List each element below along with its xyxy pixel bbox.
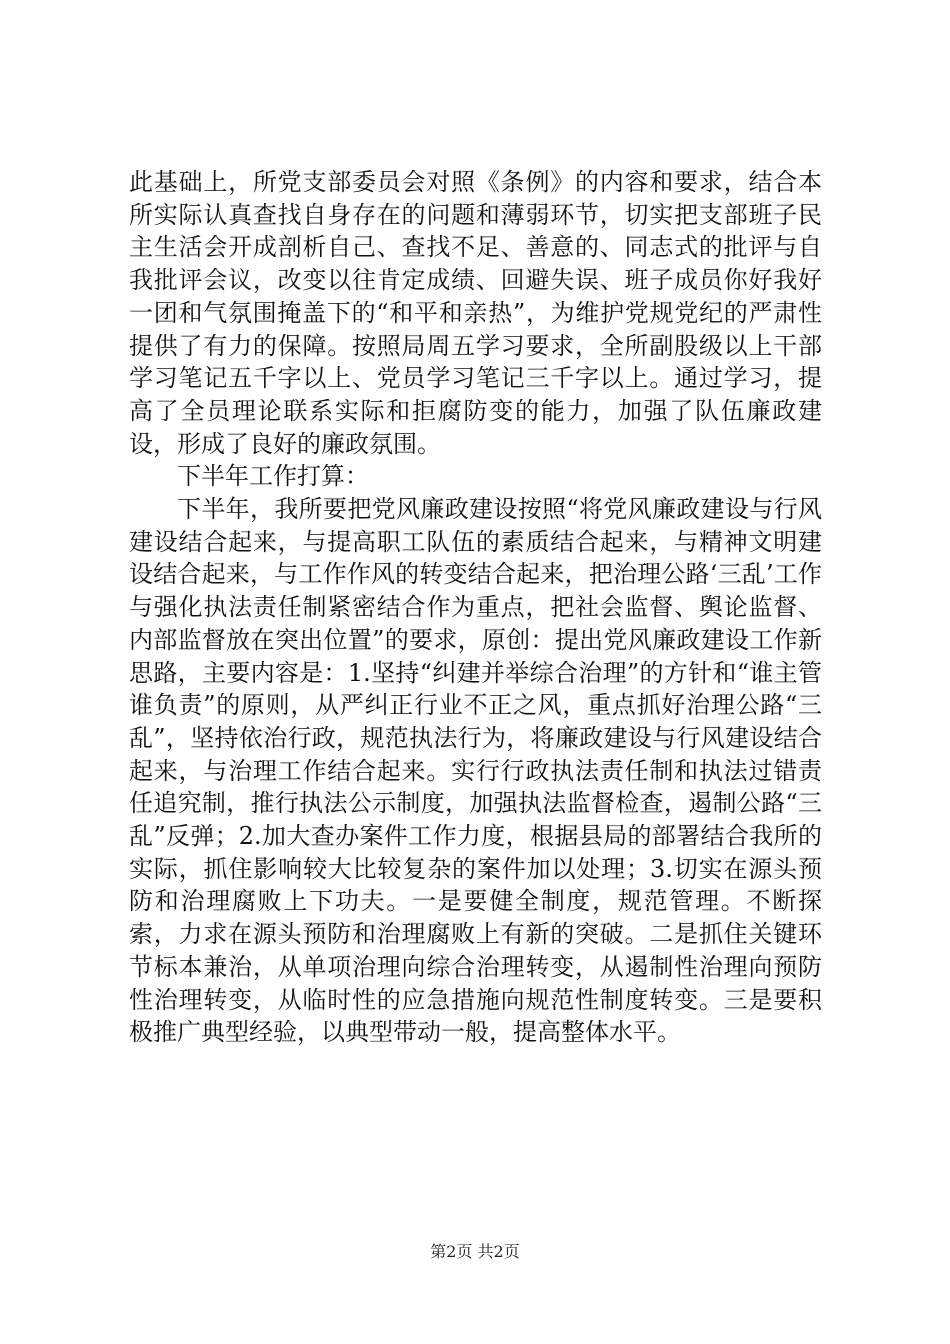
document-body (129, 166, 822, 1049)
paragraph-continuation: 此基础上，所党支部委员会对照《条例》的内容和要求，结合本所实际认真查找自身存在的问题和薄弱环节，切实把支部班子民主生活会开成剖析自己、查找不足、善意的、同志式的批评与自我批评会议，改变以往肯定成绩、回避失误、班子成员你好我好一团和气氛围掩盖下的“和平和亲热”，为维护党规党纪的严肃性提供了有力的保障。按照局周五学习要求，全所副股级以上干部学习笔记五千字以上、党员学习笔记三千字以上。通过学习，提高了全员理论联系实际和拒腐防变的能力，加强了队伍廉政建设，形成了良好的廉政氛围。 (129, 168, 822, 458)
paragraph-plan-details: 下半年，我所要把党风廉政建设按照“将党风廉政建设与行风建设结合起来，与提高职工队伍的素质结合起来，与精神文明建设结合起来，与工作作风的转变结合起来，把治理公路‘三乱’工作与强化执法责任制紧密结合作为重点，把社会监督、舆论监督、内部监督放在突出位置”的要求，原创：提出党风廉政建设工作新思路，主要内容是：1.坚持“纠建并举综合治理”的方针和“谁主管谁负责”的原则，从严纠正行业不正之风，重点抓好治理公路“三乱”，坚持依治行政，规范执法行为，将廉政建设与行风建设结合起来，与治理工作结合起来。实行行政执法责任制和执法过错责任追究制，推行执法公示制度，加强执法监督检查，遏制公路“三乱”反弹；2.加大查办案件工作力度，根据县局的部署结合我所的实际，抓住影响较大比较复杂的案件加以处理；3.切实在源头预防和治理腐败上下功夫。一是要健全制度，规范管理。不断探索，力求在源头预防和治理腐败上有新的突破。二是抓住关键环节标本兼治，从单项治理向综合治理转变，从遏制性治理向预防性治理转变，从临时性的应急措施向规范性制度转变。三是要积极推广典型经验，以典型带动一般，提高整体水平。 (129, 495, 822, 1047)
paragraph-heading-plan: 下半年工作打算： (177, 462, 369, 491)
page-footer: 第2页 共2页 (430, 1242, 520, 1261)
